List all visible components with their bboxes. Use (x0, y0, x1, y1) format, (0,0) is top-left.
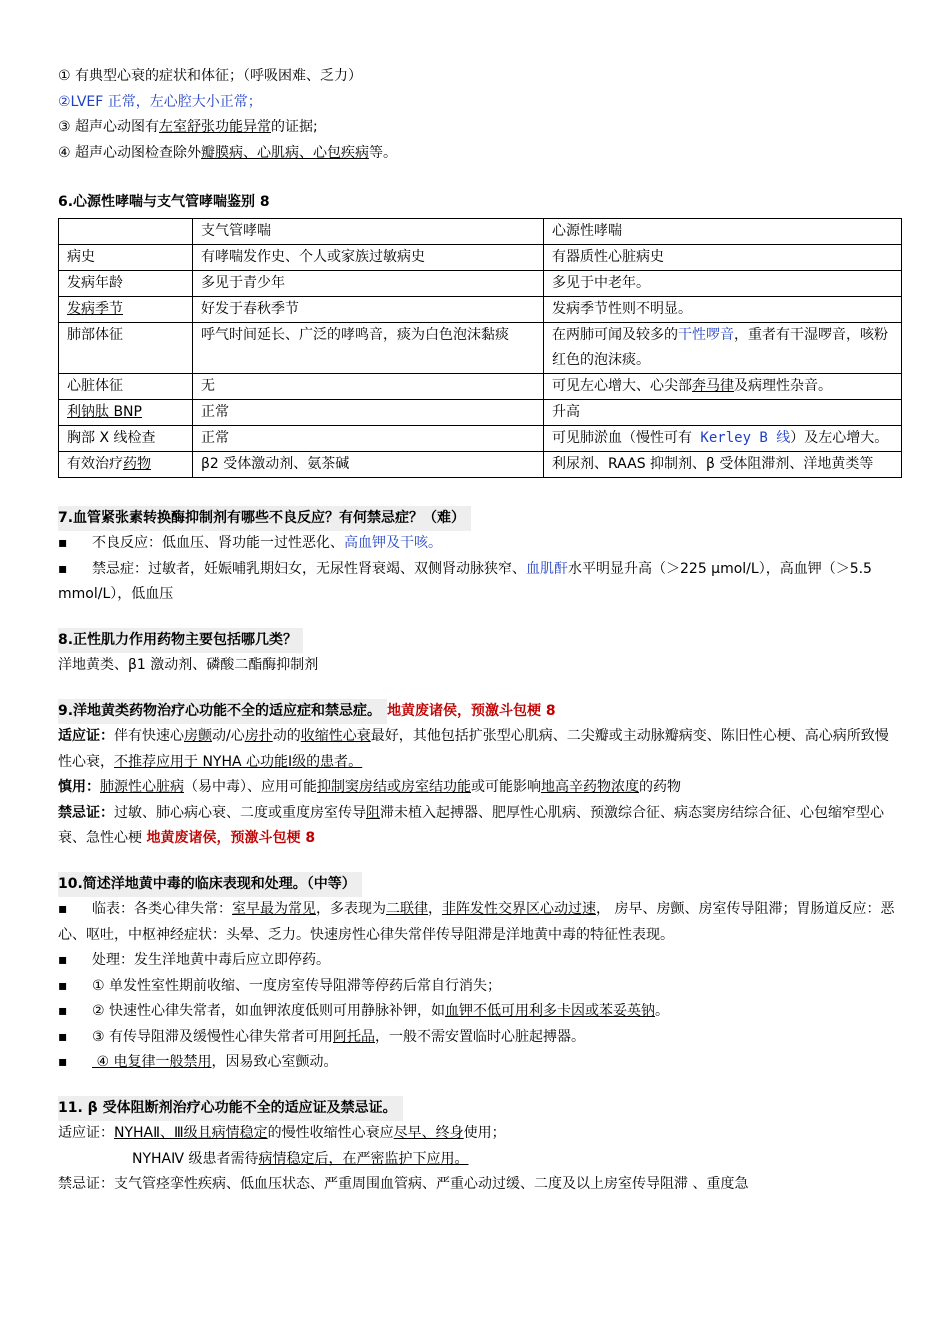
q11-contraindications: 禁忌证：支气管痉挛性疾病、低血压状态、严重周围血管病、严重心动过缓、二度及以上房室传导阻滞 、重度急 (58, 1176, 749, 1192)
q10-treatment-1: ▪ ① 单发性室性期前收缩、一度房室传导阻滞等停药后常自行消失； (58, 977, 501, 994)
q10-treatment-4: ▪ ④ 电复律一般禁用，因易致心室颤动。 (58, 1054, 338, 1070)
table-row (59, 322, 902, 373)
table-header-cell: 心源性哮喘 (544, 218, 902, 244)
row-label: 肺部体征 (59, 322, 193, 373)
document-page (58, 64, 902, 1198)
q11-title: 11. β 受体阻断剂治疗心功能不全的适应证及禁忌证。 (58, 1096, 403, 1122)
row-label: 心脏体征 (59, 373, 193, 399)
cardiac-cell: 多见于中老年。 (544, 270, 902, 296)
table-row (59, 270, 902, 296)
q6-title: 6.心源性哮喘与支气管哮喘鉴别 8 (58, 194, 270, 210)
criteria-item-3: ③ 超声心动图有左室舒张功能异常的证据; (58, 119, 318, 135)
q9-title-line (58, 699, 902, 725)
q7-contra: ▪ 禁忌症：过敏者，妊娠哺乳期妇女，无尿性肾衰竭、双侧肾动脉狭窄、血肌酐水平明显升高（＞225 μmol/L），高血钾（＞5.5 mmol/L），低血压 (58, 560, 872, 602)
cardiac-cell: 发病季节性则不明显。 (544, 296, 902, 322)
cardiac-cell: 可见肺淤血（慢性可有 Kerley B 线）及左心增大。 (544, 425, 902, 451)
q9-caution: 慎用：肺源性心脏病（易中毒）、应用可能抑制窦房结或房室结功能或可能影响地高辛药物浓度的药物 (58, 779, 681, 795)
table-header-row (59, 218, 902, 244)
q9-indications: 适应证：伴有快速心房颤动/心房扑动的收缩性心衰最好，其他包括扩张型心肌病、二尖瓣或主动脉瓣病变、陈旧性心梗、高心病所致慢性心衰，不推荐应用于 NYHA 心功能Ⅰ级的患者。 (58, 728, 889, 770)
q8-title: 8.正性肌力作用药物主要包括哪几类？ (58, 628, 303, 654)
criteria-item-2: ②LVEF 正常，左心腔大小正常； (58, 93, 262, 110)
q10-treatment-3: ▪ ③ 有传导阻滞及缓慢性心律失常者可用阿托品，一般不需安置临时心脏起搏器。 (58, 1028, 585, 1045)
q7-adverse: ▪ 不良反应：低血压、肾功能一过性恶化、高血钾及干咳。 (58, 535, 442, 551)
table-row (59, 296, 902, 322)
table-row (59, 425, 902, 451)
q8-answer: 洋地黄类、β1 激动剂、磷酸二酯酶抑制剂 (58, 657, 319, 673)
row-label: 胸部 X 线检查 (59, 425, 193, 451)
q10-treatment-2: ▪ ② 快速性心律失常者，如血钾浓度低则可用静脉补钾，如血钾不低可用利多卡因或苯妥英钠。 (58, 1003, 669, 1019)
table-row (59, 451, 902, 477)
row-label: 有效治疗药物 (59, 451, 193, 477)
row-label: 发病年龄 (59, 270, 193, 296)
q11-indications: 适应证：NYHAⅡ、Ⅲ级且病情稳定的慢性收缩性心衰应尽早、终身使用； (58, 1125, 506, 1141)
bronchial-cell: 多见于青少年 (193, 270, 544, 296)
bronchial-cell: 正常 (193, 425, 544, 451)
row-label: 发病季节 (59, 296, 193, 322)
q9-mnemonic: 地黄废诸侯，预激斗包梗 8 (387, 702, 556, 719)
table-row (59, 373, 902, 399)
cardiac-cell: 升高 (544, 399, 902, 425)
criteria-item-4: ④ 超声心动图检查除外瓣膜病、心肌病、心包疾病等。 (58, 144, 398, 161)
q9-title: 9.洋地黄类药物治疗心功能不全的适应症和禁忌症。 (58, 699, 387, 725)
cardiac-cell: 可见左心增大、心尖部奔马律及病理性杂音。 (544, 373, 902, 399)
table-row (59, 399, 902, 425)
bronchial-cell: β2 受体激动剂、氨茶碱 (193, 451, 544, 477)
cardiac-cell: 在两肺可闻及较多的干性啰音，重者有干湿啰音，咳粉红色的泡沫痰。 (544, 322, 902, 373)
bronchial-cell: 好发于春秋季节 (193, 296, 544, 322)
cardiac-cell: 利尿剂、RAAS 抑制剂、β 受体阻滞剂、洋地黄类等 (544, 451, 902, 477)
q7-title: 7.血管紧张素转换酶抑制剂有哪些不良反应？有何禁忌症？（难） (58, 506, 471, 532)
q10-title: 10.简述洋地黄中毒的临床表现和处理。（中等） (58, 872, 362, 898)
table-header-cell: 支气管哮喘 (193, 218, 544, 244)
bronchial-cell: 正常 (193, 399, 544, 425)
row-label: 病史 (59, 244, 193, 270)
table-header-cell (59, 218, 193, 244)
table-row (59, 244, 902, 270)
asthma-comparison-table (58, 218, 902, 478)
bronchial-cell: 呼气时间延长、广泛的哮鸣音，痰为白色泡沫黏痰 (193, 322, 544, 373)
q9-contraindications: 禁忌证：过敏、肺心病心衰、二度或重度房室传导阻滞未植入起搏器、肥厚性心肌病、预激综合征、病态窦房结综合征、心包缩窄型心衰、急性心梗 地黄废诸侯，预激斗包梗 8 (58, 804, 884, 846)
q10-treatment: ▪ 处理：发生洋地黄中毒后应立即停药。 (58, 952, 330, 968)
q11-indications-2: NYHAⅣ 级患者需待病情稳定后，在严密监护下应用。 (132, 1150, 469, 1167)
bronchial-cell: 有哮喘发作史、个人或家族过敏病史 (193, 244, 544, 270)
row-label: 利钠肽 BNP (59, 399, 193, 425)
cardiac-cell: 有器质性心脏病史 (544, 244, 902, 270)
criteria-item-1: ① 有典型心衰的症状和体征；（呼吸困难、乏力） (58, 68, 362, 84)
q10-clinical: ▪ 临表：各类心律失常：室早最为常见，多表现为二联律，非阵发性交界区心动过速， 房早、房颤、房室传导阻滞；胃肠道反应：恶心、呕吐，中枢神经症状：头晕、乏力。快速房性心律失常伴传导阻滞是洋地黄中毒的特征性表现。 (58, 901, 895, 943)
bronchial-cell: 无 (193, 373, 544, 399)
